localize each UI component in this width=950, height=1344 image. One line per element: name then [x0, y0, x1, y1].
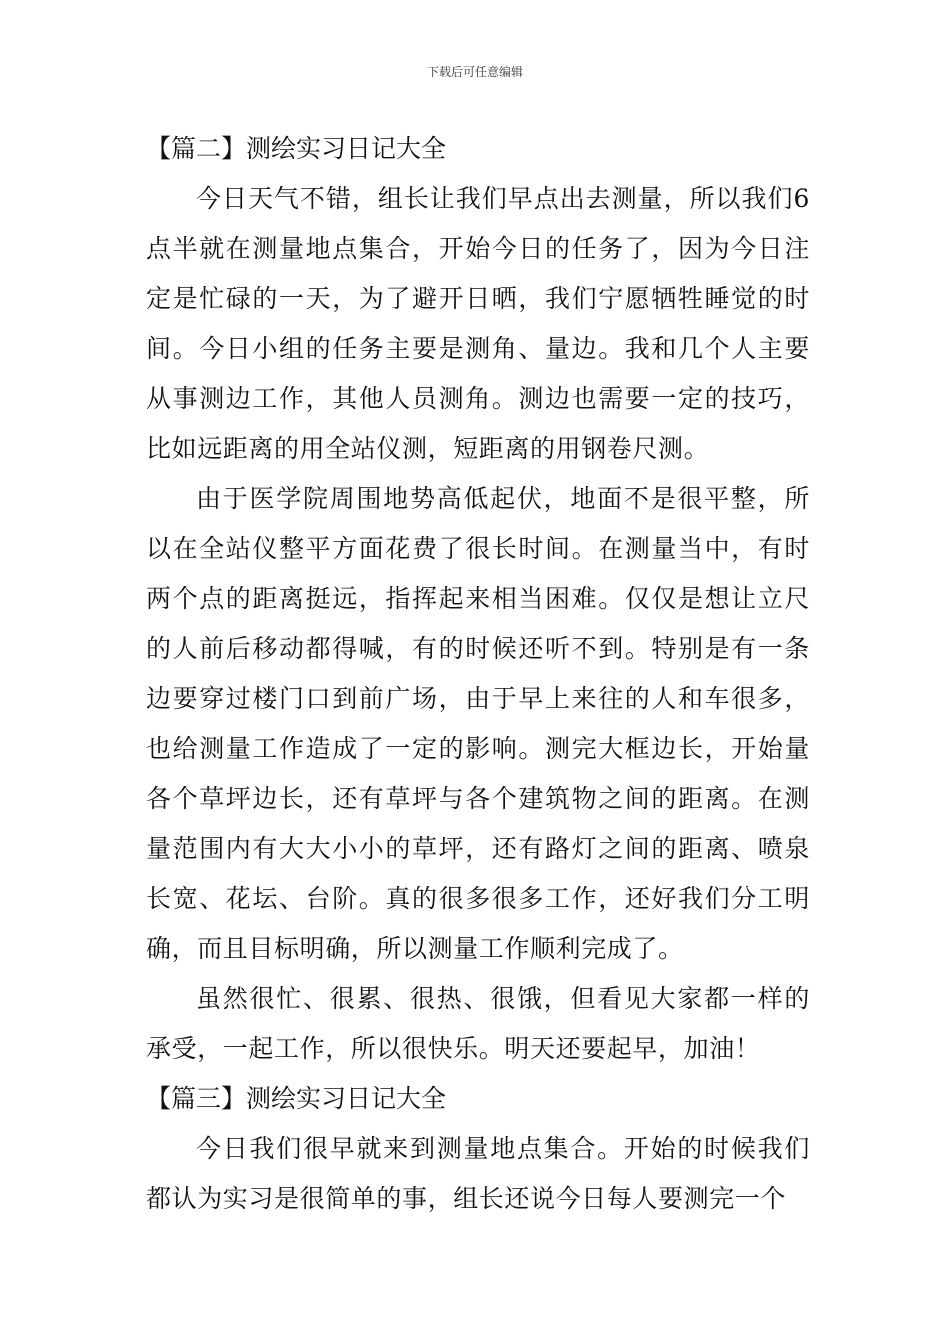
section-heading-3: 【篇三】测绘实习日记大全	[146, 1084, 447, 1113]
paragraph: 今日我们很早就来到测量地点集合。开始的时候我们都认为实习是很简单的事，组长还说今日每人要测完一个	[146, 1134, 810, 1213]
document-body	[146, 124, 810, 1224]
paragraph: 虽然很忙、很累、很热、很饿，但看见大家都一样的承受，一起工作，所以很快乐。明天还要起早，加油！	[146, 984, 810, 1063]
paragraph: 今日天气不错，组长让我们早点出去测量，所以我们6点半就在测量地点集合，开始今日的任务了，因为今日注定是忙碌的一天，为了避开日晒，我们宁愿牺牲睡觉的时间。今日小组的任务主要是测角、量边。我和几个人主要从事测边工作，其他人员测角。测边也需要一定的技巧，比如远距离的用全站仪测，短距离的用钢卷尺测。	[146, 184, 810, 463]
paragraph: 由于医学院周围地势高低起伏，地面不是很平整，所以在全站仪整平方面花费了很长时间。在测量当中，有时两个点的距离挺远，指挥起来相当困难。仅仅是想让立尺的人前后移动都得喊，有的时候还听不到。特别是有一条边要穿过楼门口到前广场，由于早上来往的人和车很多，也给测量工作造成了一定的影响。测完大框边长，开始量各个草坪边长，还有草坪与各个建筑物之间的距离。在测量范围内有大大小小的草坪，还有路灯之间的距离、喷泉长宽、花坛、台阶。真的很多很多工作，还好我们分工明确，而且目标明确，所以测量工作顺利完成了。	[146, 484, 810, 963]
section-heading-2: 【篇二】测绘实习日记大全	[146, 134, 447, 163]
page-header: 下载后可任意编辑	[426, 65, 523, 79]
